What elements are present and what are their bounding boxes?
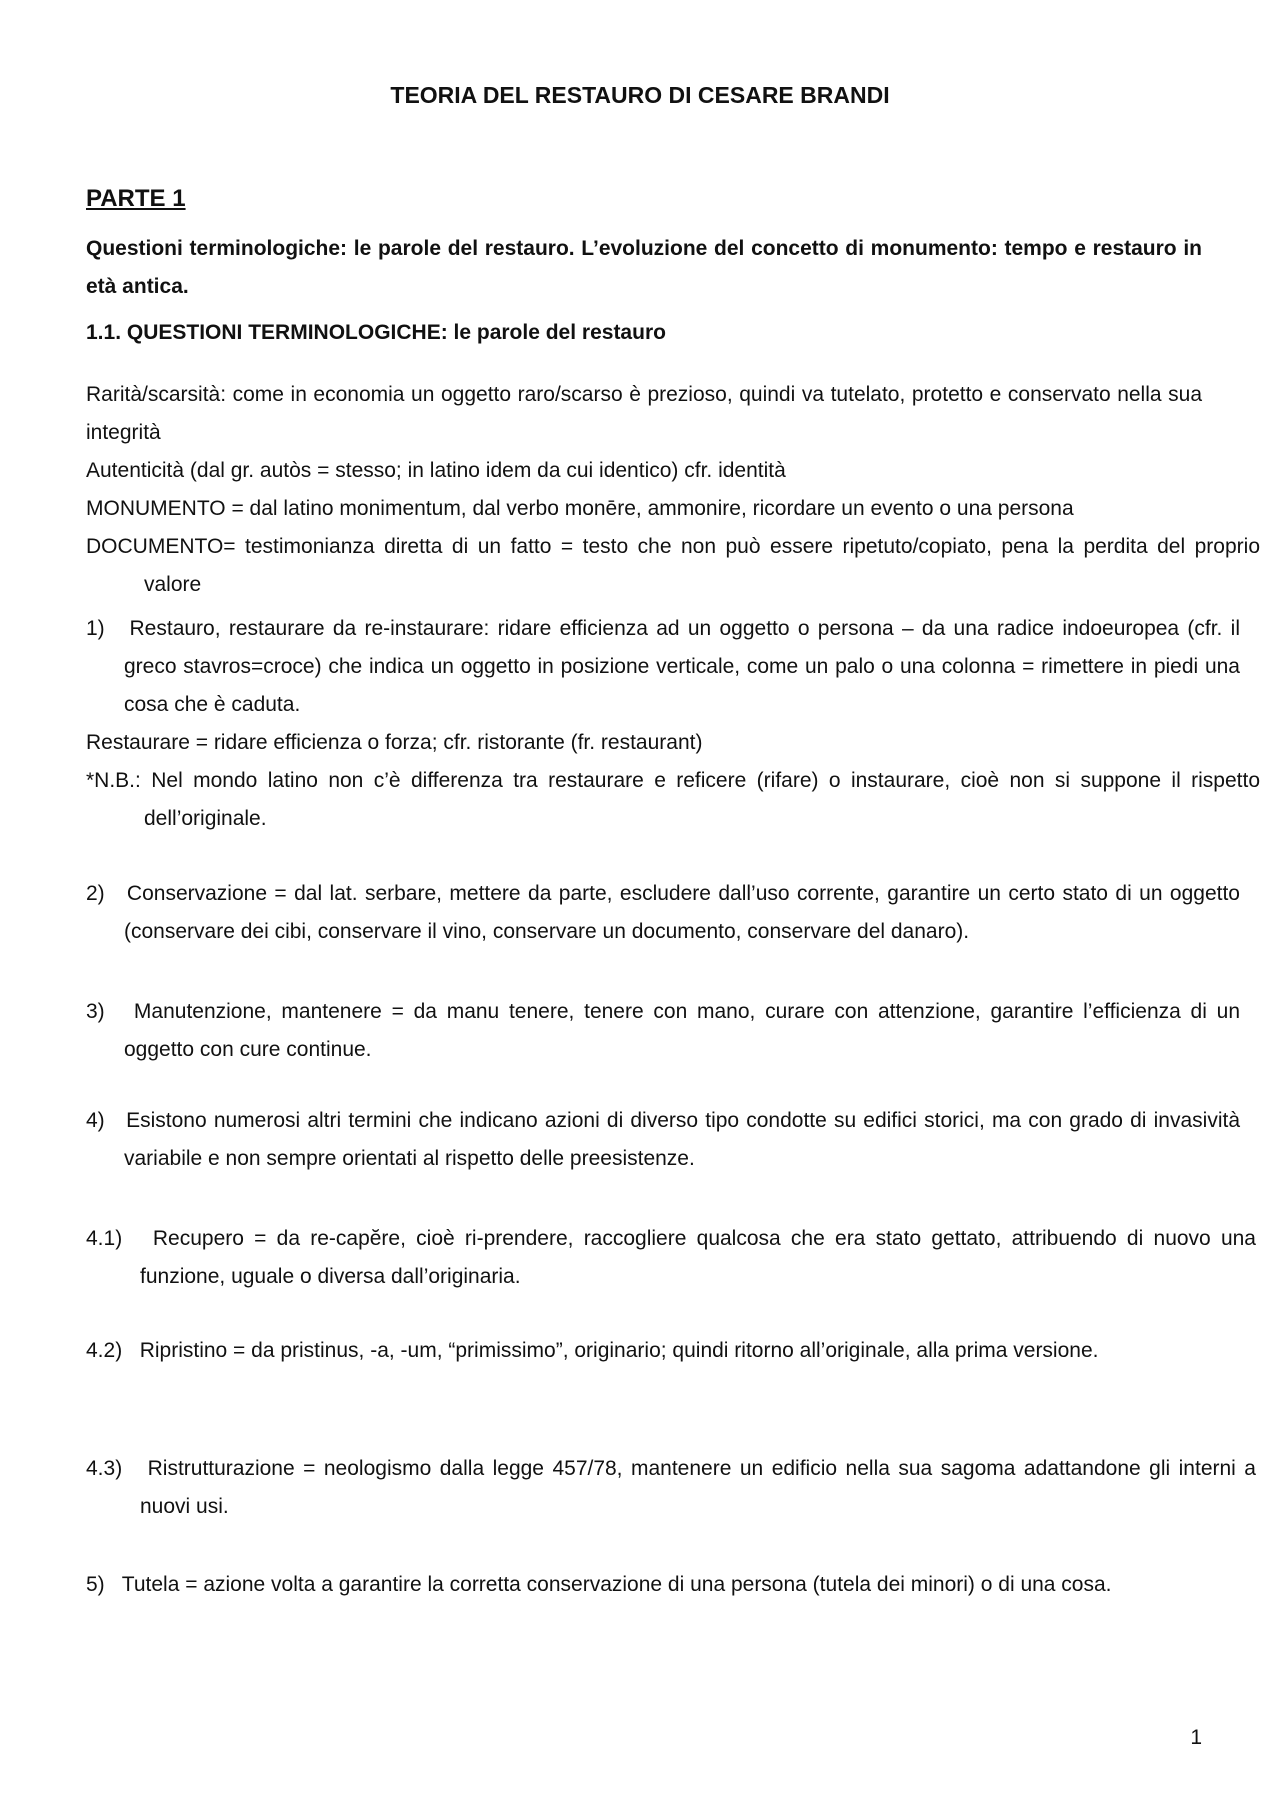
- list-item-restauro: 1) Restauro, restaurare da re-instaurare: ridare efficienza ad un oggetto o persona – da una radice indoeuropea (cfr. il greco stavros=croce) che indica un oggetto in posizione verticale, come un palo o una colonna = rimettere in piedi una cosa che è caduta.: [86, 617, 1240, 716]
- list-item-recupero: 4.1) Recupero = da re-capĕre, cioè ri-prendere, raccogliere qualcosa che era stato gettato, attribuendo di nuovo una funzione, uguale o diversa dall’originaria.: [86, 1227, 1256, 1288]
- document-title: TEORIA DEL RESTAURO DI CESARE BRANDI: [390, 82, 890, 108]
- list-item-altri-termini: 4) Esistono numerosi altri termini che indicano azioni di diverso tipo condotte su edifici storici, ma con grado di invasività variabile e non sempre orientati al rispetto delle preesistenze.: [86, 1109, 1240, 1170]
- definition-rarita: Rarità/scarsità: come in economia un oggetto raro/scarso è prezioso, quindi va tutelato, protetto e conservato nella sua integrità: [86, 383, 1202, 444]
- chapter-subtitle: Questioni terminologiche: le parole del restauro. L’evoluzione del concetto di monumento: tempo e restauro in età antica.: [86, 237, 1202, 298]
- section-heading: 1.1. QUESTIONI TERMINOLOGICHE: le parole del restauro: [86, 321, 666, 344]
- definition-autenticita: Autenticità (dal gr. autòs = stesso; in latino idem da cui identico) cfr. identità: [86, 459, 786, 482]
- page-number: 1: [1190, 1726, 1202, 1749]
- definition-documento: DOCUMENTO= testimonianza diretta di un fatto = testo che non può essere ripetuto/copiato, pena la perdita del proprio valore: [86, 535, 1260, 596]
- list-item-ristrutturazione: 4.3) Ristrutturazione = neologismo dalla legge 457/78, mantenere un edificio nella sua sagoma adattandone gli interni a nuovi usi.: [86, 1457, 1256, 1518]
- list-item-conservazione: 2) Conservazione = dal lat. serbare, mettere da parte, escludere dall’uso corrente, garantire un certo stato di un oggetto (conservare dei cibi, conservare il vino, conservare un documento, conservare del danaro).: [86, 882, 1240, 943]
- definition-restaurare: Restaurare = ridare efficienza o forza; cfr. ristorante (fr. restaurant): [86, 731, 703, 754]
- list-item-tutela: 5) Tutela = azione volta a garantire la corretta conservazione di una persona (tutela dei minori) o di una cosa.: [86, 1573, 1112, 1596]
- note-nb: *N.B.: Nel mondo latino non c’è differenza tra restaurare e reficere (rifare) o instaurare, cioè non si suppone il rispetto dell’originale.: [86, 769, 1260, 830]
- list-item-ripristino: 4.2) Ripristino = da pristinus, -a, -um, “primissimo”, originario; quindi ritorno all’originale, alla prima versione.: [86, 1339, 1099, 1362]
- definition-monumento: MONUMENTO = dal latino monimentum, dal verbo monēre, ammonire, ricordare un evento o una persona: [86, 497, 1074, 520]
- list-item-manutenzione: 3) Manutenzione, mantenere = da manu tenere, tenere con mano, curare con attenzione, garantire l’efficienza di un oggetto con cure continue.: [86, 1000, 1240, 1061]
- part-heading: PARTE 1: [86, 185, 186, 212]
